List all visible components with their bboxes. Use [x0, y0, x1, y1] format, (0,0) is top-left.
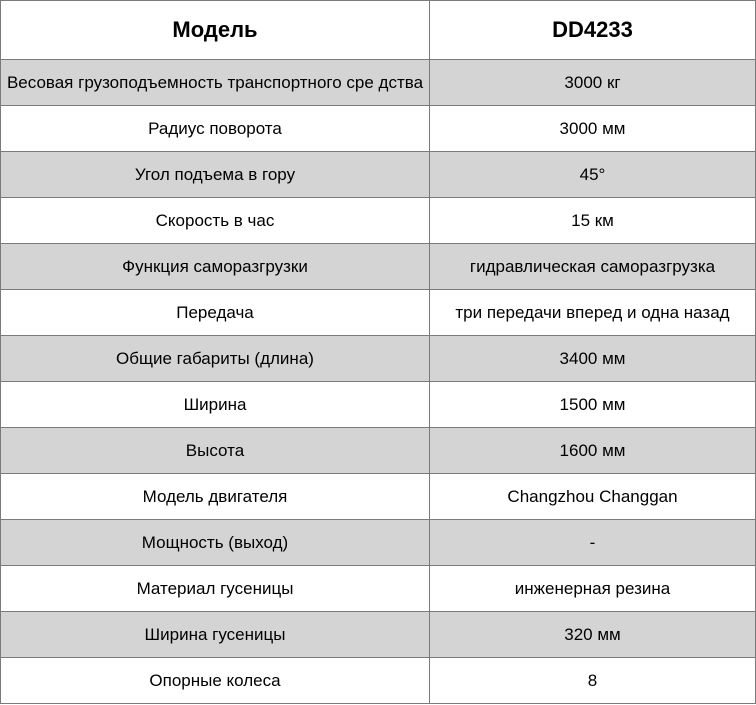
row-param: Радиус поворота — [1, 106, 430, 152]
row-param: Скорость в час — [1, 198, 430, 244]
row-value: 3000 мм — [430, 106, 756, 152]
row-value: три передачи вперед и одна назад — [430, 290, 756, 336]
row-value: 15 км — [430, 198, 756, 244]
table-row — [1, 244, 756, 290]
table-row — [1, 658, 756, 704]
row-value: гидравлическая саморазгрузка — [430, 244, 756, 290]
table-row — [1, 428, 756, 474]
table-row — [1, 566, 756, 612]
row-param: Мощность (выход) — [1, 520, 430, 566]
table-row — [1, 474, 756, 520]
row-value: инженерная резина — [430, 566, 756, 612]
table-row — [1, 198, 756, 244]
row-value: 320 мм — [430, 612, 756, 658]
table-row — [1, 520, 756, 566]
row-value: Changzhou Changgan — [430, 474, 756, 520]
table-row — [1, 336, 756, 382]
row-value: 45° — [430, 152, 756, 198]
table-header-row — [1, 1, 756, 60]
row-param: Высота — [1, 428, 430, 474]
row-value: 8 — [430, 658, 756, 704]
row-value: 3400 мм — [430, 336, 756, 382]
row-param: Функция саморазгрузки — [1, 244, 430, 290]
table-row — [1, 290, 756, 336]
table-row — [1, 106, 756, 152]
header-model: Модель — [1, 1, 430, 60]
table-row — [1, 382, 756, 428]
row-param: Ширина гусеницы — [1, 612, 430, 658]
header-model-value: DD4233 — [430, 1, 756, 60]
row-value: 3000 кг — [430, 60, 756, 106]
row-param: Материал гусеницы — [1, 566, 430, 612]
row-param: Угол подъема в гору — [1, 152, 430, 198]
table-row — [1, 152, 756, 198]
row-value: 1600 мм — [430, 428, 756, 474]
row-param: Ширина — [1, 382, 430, 428]
row-param: Опорные колеса — [1, 658, 430, 704]
row-param: Передача — [1, 290, 430, 336]
row-param: Весовая грузоподъемность транспортного сре дства — [1, 60, 430, 106]
row-value: - — [430, 520, 756, 566]
table-row — [1, 60, 756, 106]
row-value: 1500 мм — [430, 382, 756, 428]
row-param: Общие габариты (длина) — [1, 336, 430, 382]
table-row — [1, 612, 756, 658]
row-param: Модель двигателя — [1, 474, 430, 520]
